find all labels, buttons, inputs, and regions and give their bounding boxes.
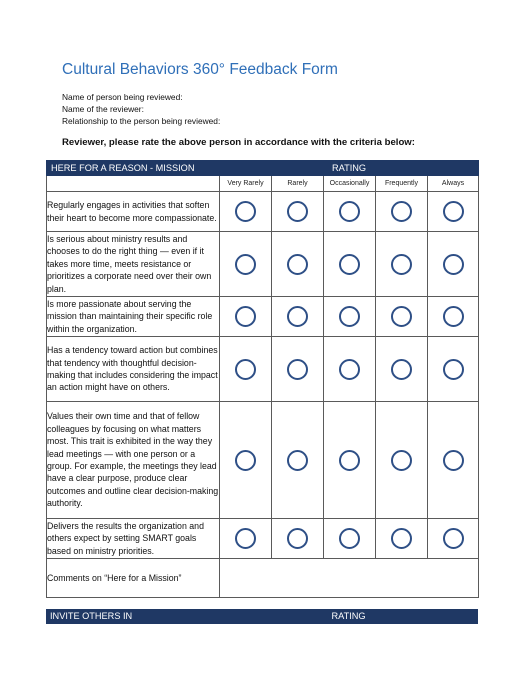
rating-radio-frequently[interactable] [391, 254, 412, 275]
scale-blank-cell [47, 176, 220, 192]
section-title: HERE FOR A REASON - MISSION [47, 161, 220, 176]
rating-radio-always[interactable] [443, 528, 464, 549]
rating-cell [272, 337, 324, 402]
rating-radio-very-rarely[interactable] [235, 306, 256, 327]
rating-cell [376, 297, 428, 337]
rating-radio-very-rarely[interactable] [235, 528, 256, 549]
rating-radio-occasionally[interactable] [339, 528, 360, 549]
rating-radio-frequently[interactable] [391, 201, 412, 222]
rating-cell [376, 337, 428, 402]
section-title-invite: INVITE OTHERS IN [50, 611, 133, 621]
rating-radio-always[interactable] [443, 201, 464, 222]
rating-radio-rarely[interactable] [287, 450, 308, 471]
criterion-text: Has a tendency toward action but combines that tendency with thoughtful decision-making that includes considering the impact an action might have on others. [47, 337, 220, 402]
rating-radio-frequently[interactable] [391, 450, 412, 471]
rating-cell [376, 402, 428, 519]
rating-cell [428, 519, 479, 559]
rating-radio-always[interactable] [443, 306, 464, 327]
rating-cell [428, 192, 479, 232]
criterion-row [47, 297, 479, 337]
section-header-row [47, 161, 479, 176]
rating-radio-occasionally[interactable] [339, 306, 360, 327]
scale-rarely: Rarely [272, 176, 324, 192]
comments-row [47, 559, 479, 598]
criterion-row [47, 402, 479, 519]
rating-cell [272, 232, 324, 297]
rating-cell [376, 232, 428, 297]
rating-radio-occasionally[interactable] [339, 254, 360, 275]
rating-cell [272, 192, 324, 232]
rating-cell [272, 297, 324, 337]
rating-cell [376, 519, 428, 559]
comments-label: Comments on “Here for a Mission” [47, 559, 220, 598]
reviewer-info [62, 91, 220, 127]
rating-cell [272, 519, 324, 559]
criterion-row [47, 232, 479, 297]
rating-cell [324, 402, 376, 519]
criterion-text: Delivers the results the organization and others expect by setting SMART goals based on ministry priorities. [47, 519, 220, 559]
rating-radio-occasionally[interactable] [339, 359, 360, 380]
rating-cell [324, 232, 376, 297]
criterion-row [47, 192, 479, 232]
section-header-invite [46, 609, 478, 624]
rating-cell [272, 402, 324, 519]
rating-cell [220, 297, 272, 337]
rating-radio-very-rarely[interactable] [235, 450, 256, 471]
rating-cell [220, 402, 272, 519]
rating-cell [428, 402, 479, 519]
rating-cell [220, 192, 272, 232]
criterion-row [47, 337, 479, 402]
rating-cell [220, 232, 272, 297]
rating-radio-frequently[interactable] [391, 359, 412, 380]
rating-table-mission [46, 160, 479, 598]
rating-header-invite: RATING [331, 611, 366, 621]
rating-radio-always[interactable] [443, 254, 464, 275]
rating-radio-rarely[interactable] [287, 359, 308, 380]
person-reviewed-label: Name of person being reviewed: [62, 92, 183, 102]
rating-cell [324, 519, 376, 559]
rating-radio-very-rarely[interactable] [235, 254, 256, 275]
form-title: Cultural Behaviors 360° Feedback Form [62, 61, 338, 78]
rating-radio-always[interactable] [443, 359, 464, 380]
rating-radio-rarely[interactable] [287, 528, 308, 549]
rating-cell [324, 337, 376, 402]
criterion-row [47, 519, 479, 559]
reviewer-name-label: Name of the reviewer: [62, 104, 144, 114]
scale-frequently: Frequently [376, 176, 428, 192]
scale-always: Always [428, 176, 479, 192]
criterion-text: Regularly engages in activities that soften their heart to become more compassionate. [47, 192, 220, 232]
rating-radio-rarely[interactable] [287, 201, 308, 222]
scale-header-row [47, 176, 479, 192]
scale-very-rarely: Very Rarely [220, 176, 272, 192]
rating-cell [324, 192, 376, 232]
rating-cell [220, 337, 272, 402]
rating-radio-very-rarely[interactable] [235, 201, 256, 222]
relationship-label: Relationship to the person being reviewed: [62, 116, 221, 126]
rating-cell [376, 192, 428, 232]
rating-cell [428, 297, 479, 337]
rating-radio-occasionally[interactable] [339, 201, 360, 222]
criterion-text: Is more passionate about serving the mission than maintaining their specific role within the organization. [47, 297, 220, 337]
rating-cell [220, 519, 272, 559]
instruction-text: Reviewer, please rate the above person in accordance with the criteria below: [62, 137, 415, 148]
rating-cell [428, 232, 479, 297]
scale-occasionally: Occasionally [324, 176, 376, 192]
rating-header: RATING [220, 161, 479, 176]
rating-radio-frequently[interactable] [391, 306, 412, 327]
rating-radio-always[interactable] [443, 450, 464, 471]
rating-radio-frequently[interactable] [391, 528, 412, 549]
rating-radio-rarely[interactable] [287, 254, 308, 275]
rating-radio-occasionally[interactable] [339, 450, 360, 471]
rating-radio-rarely[interactable] [287, 306, 308, 327]
criterion-text: Values their own time and that of fellow colleagues by focusing on what matters most. This trait is exhibited in the way they lead meetings — with one person or a group. For example, the meetings they lead have a clear purpose, produce clear outcomes and outline clear decision-making authority. [47, 402, 220, 519]
criterion-text: Is serious about ministry results and chooses to do the right thing — even if it takes more time, meets resistance or prioritizes a corporate need over their own plan. [47, 232, 220, 297]
rating-radio-very-rarely[interactable] [235, 359, 256, 380]
rating-cell [428, 337, 479, 402]
comments-field[interactable] [220, 559, 479, 598]
rating-cell [324, 297, 376, 337]
criteria-rows [47, 192, 479, 559]
